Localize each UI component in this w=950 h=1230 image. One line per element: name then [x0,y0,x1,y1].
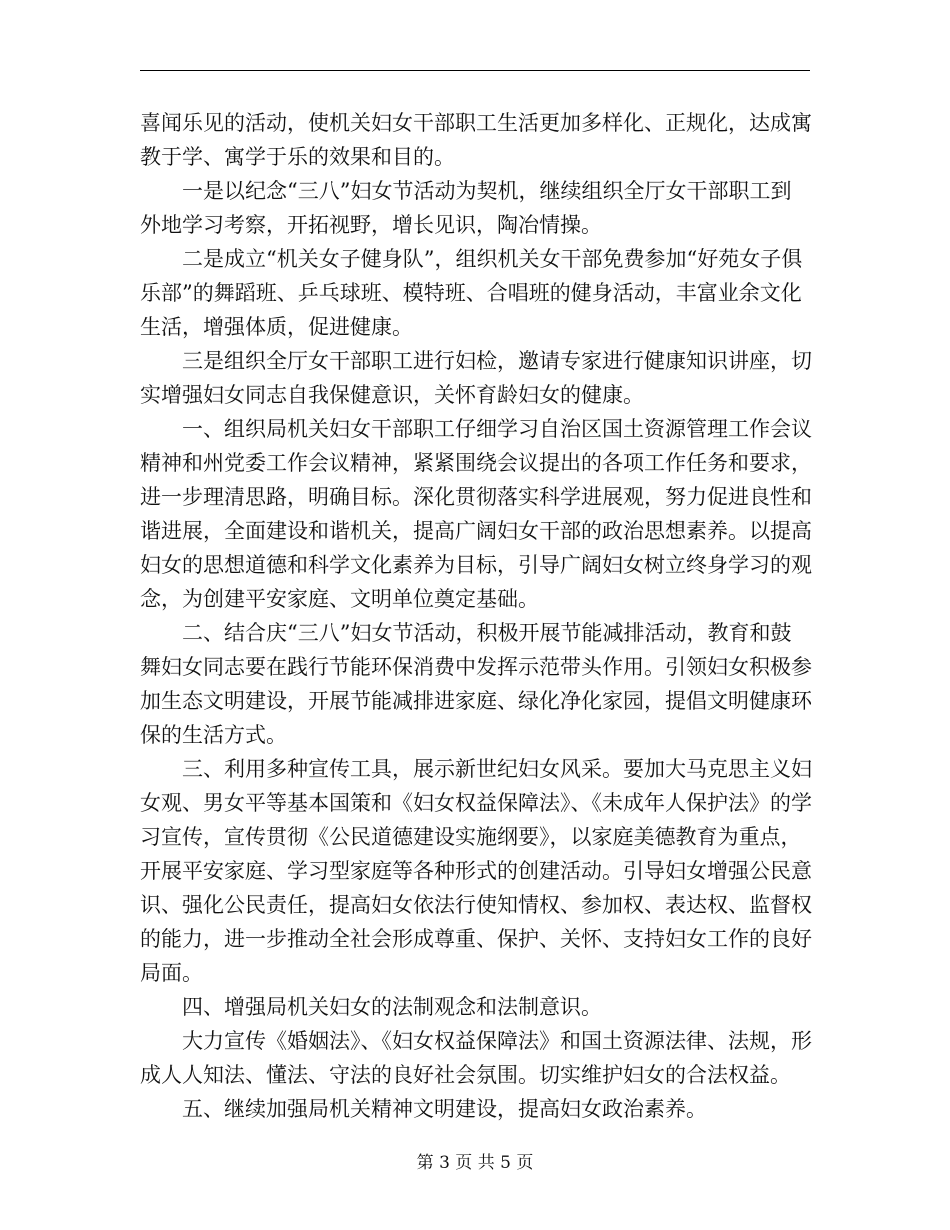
paragraph-4: 三是组织全厅女干部职工进行妇检，邀请专家进行健康知识讲座，切实增强妇女同志自我保健意识，关怀育龄妇女的健康。 [140,349,812,407]
document-body [140,106,812,1126]
header-rule [140,70,810,71]
paragraph-8: 四、增强局机关妇女的法制观念和法制意识。 [182,995,602,1019]
paragraph-9: 大力宣传《婚姻法》、《妇女权益保障法》和国土资源法律、法规，形成人人知法、懂法、守法的良好社会氛围。切实维护妇女的合法权益。 [140,1029,812,1087]
page-number-footer: 第 3 页 共 5 页 [416,1153,534,1173]
paragraph-10: 五、继续加强局机关精神文明建设，提高妇女政治素养。 [182,1097,707,1121]
paragraph-2: 一是以纪念“三八”妇女节活动为契机，继续组织全厅女干部职工到外地学习考察，开拓视野，增长见识，陶冶情操。 [140,179,792,237]
paragraph-3: 二是成立“机关女子健身队”，组织机关女干部免费参加“好苑女子俱乐部”的舞蹈班、乒乓球班、模特班、合唱班的健身活动，丰富业余文化生活，增强体质，促进健康。 [140,247,803,339]
paragraph-7: 三、利用多种宣传工具，展示新世纪妇女风采。要加大马克思主义妇女观、男女平等基本国策和《妇女权益保障法》、《未成年人保护法》的学习宣传，宣传贯彻《公民道德建设实施纲要》，以家庭美德教育为重点，开展平安家庭、学习型家庭等各种形式的创建活动。引导妇女增强公民意识、强化公民责任，提高妇女依法行使知情权、参加权、表达权、监督权的能力，进一步推动全社会形成尊重、保护、关怀、支持妇女工作的良好局面。 [140,757,812,985]
paragraph-5: 一、组织局机关妇女干部职工仔细学习自治区国土资源管理工作会议精神和州党委工作会议精神，紧紧围绕会议提出的各项工作任务和要求，进一步理清思路，明确目标。深化贯彻落实科学进展观，努力促进良性和谐进展，全面建设和谐机关，提高广阔妇女干部的政治思想素养。以提高妇女的思想道德和科学文化素养为目标，引导广阔妇女树立终身学习的观念，为创建平安家庭、文明单位奠定基础。 [140,417,812,611]
paragraph-6: 二、结合庆“三八”妇女节活动，积极开展节能减排活动，教育和鼓舞妇女同志要在践行节能环保消费中发挥示范带头作用。引领妇女积极参加生态文明建设，开展节能减排进家庭、绿化净化家园，提倡文明健康环保的生活方式。 [140,621,812,747]
paragraph-1: 喜闻乐见的活动，使机关妇女干部职工生活更加多样化、正规化，达成寓教于学、寓学于乐的效果和目的。 [140,111,812,169]
